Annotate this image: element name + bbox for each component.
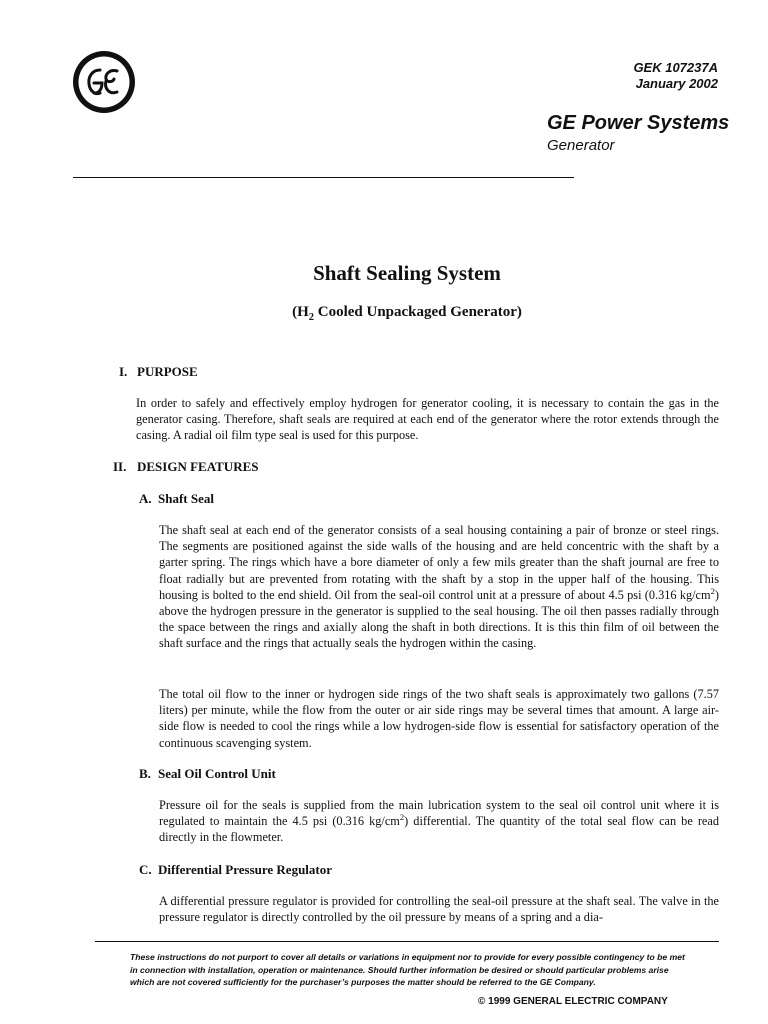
- subtitle-subscript: 2: [308, 312, 314, 323]
- subsection-letter: C.: [139, 862, 152, 877]
- seal-oil-paragraph: [159, 797, 719, 846]
- footer-disclaimer: These instructions do not purport to cover all details or variations in equipment nor to provide for every possible contingency to be met in connection with installation, operation or maintenance. Should further information be desired or should particular problems arise which are not covered sufficiently for the purchaser’s purposes the matter should be referred to the GE Company.: [130, 952, 685, 988]
- subsection-heading-seal-oil: [139, 766, 276, 782]
- subsection-heading-shaft-seal: [139, 491, 214, 507]
- subsection-heading-regulator: [139, 862, 332, 878]
- purpose-paragraph: In order to safely and effectively employ hydrogen for generator cooling, it is necessary to contain the gas in the generator casing. Therefore, shaft seals are required at each end of the generator where the rotor extends through the casing. A radial oil film type seal is used for this purpose.: [136, 396, 719, 443]
- ge-monogram-icon: [72, 50, 136, 114]
- subsection-title: Differential Pressure Regulator: [158, 862, 333, 877]
- document-subtitle: [0, 302, 768, 322]
- subsection-title: Seal Oil Control Unit: [158, 766, 276, 781]
- doc-date: January 2002: [635, 76, 718, 91]
- subsection-letter: A.: [139, 491, 152, 506]
- superscript: 2: [399, 812, 405, 823]
- subsection-title: Shaft Seal: [158, 491, 214, 506]
- paragraph-text: The shaft seal at each end of the generator consists of a seal housing containing a pair of bronze or steel rings. The segments are positioned against the side walls of the housing and are held concentric with the shaft by a garter spring. The rings which have a bore diameter of only a few mils greater than the shaft journal are free to float radially but are prevented from rotating with the shaft by a stop in the upper half of the housing. This housing is bolted to the end shield. Oil from the seal-oil control unit at a pressure of about 4.5 psi (0.316 kg/cm: [159, 523, 719, 602]
- document-identifier: [633, 60, 718, 92]
- paragraph-text: ) above the hydrogen pressure in the generator is supplied to the seal housing. The oil then passes radially through the space between the rings and axially along the shaft in both directions. It is this thin film of oil between the shaft surface and the rings that actually seals the hydrogen within the casing.: [159, 587, 719, 651]
- shaft-seal-paragraph-2: The total oil flow to the inner or hydrogen side rings of the two shaft seals is approximately two gallons (7.57 liters) per minute, while the flow from the outer or air side rings may be several times that amount. A large air-side flow is needed to cool the rings while a low hydrogen-side flow is essential for satisfactory operation of the continuous scavenging system.: [159, 687, 719, 750]
- section-number: I.: [119, 364, 128, 379]
- section-heading-design: [113, 459, 258, 475]
- subtitle-part: (H: [292, 304, 309, 320]
- division-name: Generator: [547, 137, 615, 154]
- header-divider: [73, 177, 574, 178]
- shaft-seal-paragraph-1: [159, 522, 719, 652]
- regulator-paragraph: A differential pressure regulator is provided for controlling the seal-oil pressure at the shaft seal. The valve in the pressure regulator is directly controlled by the oil pressure by means of a spring and a dia-: [159, 894, 719, 925]
- document-title: Shaft Sealing System: [313, 261, 501, 285]
- doc-number: GEK 107237A: [633, 60, 718, 75]
- ge-logo-graphic: [72, 50, 136, 114]
- section-title: DESIGN FEATURES: [137, 459, 259, 474]
- paragraph-text: Pressure oil for the seals is supplied from the main lubrication system to the seal oil control unit where it is regulated to maintain the 4.5 psi (0.316 kg/cm: [159, 798, 719, 829]
- footer-divider: [95, 941, 719, 942]
- section-title: PURPOSE: [137, 364, 198, 379]
- company-name: GE Power Systems: [547, 112, 730, 134]
- section-heading-purpose: [119, 364, 198, 380]
- subtitle-part: Cooled Unpackaged Generator): [314, 304, 522, 320]
- superscript: 2: [710, 585, 715, 596]
- copyright-notice: © 1999 GENERAL ELECTRIC COMPANY: [478, 996, 668, 1007]
- paragraph-text: ) differential. The quantity of the total seal flow can be read directly in the flowmeter.: [159, 814, 719, 845]
- subsection-letter: B.: [139, 766, 151, 781]
- section-number: II.: [113, 459, 127, 474]
